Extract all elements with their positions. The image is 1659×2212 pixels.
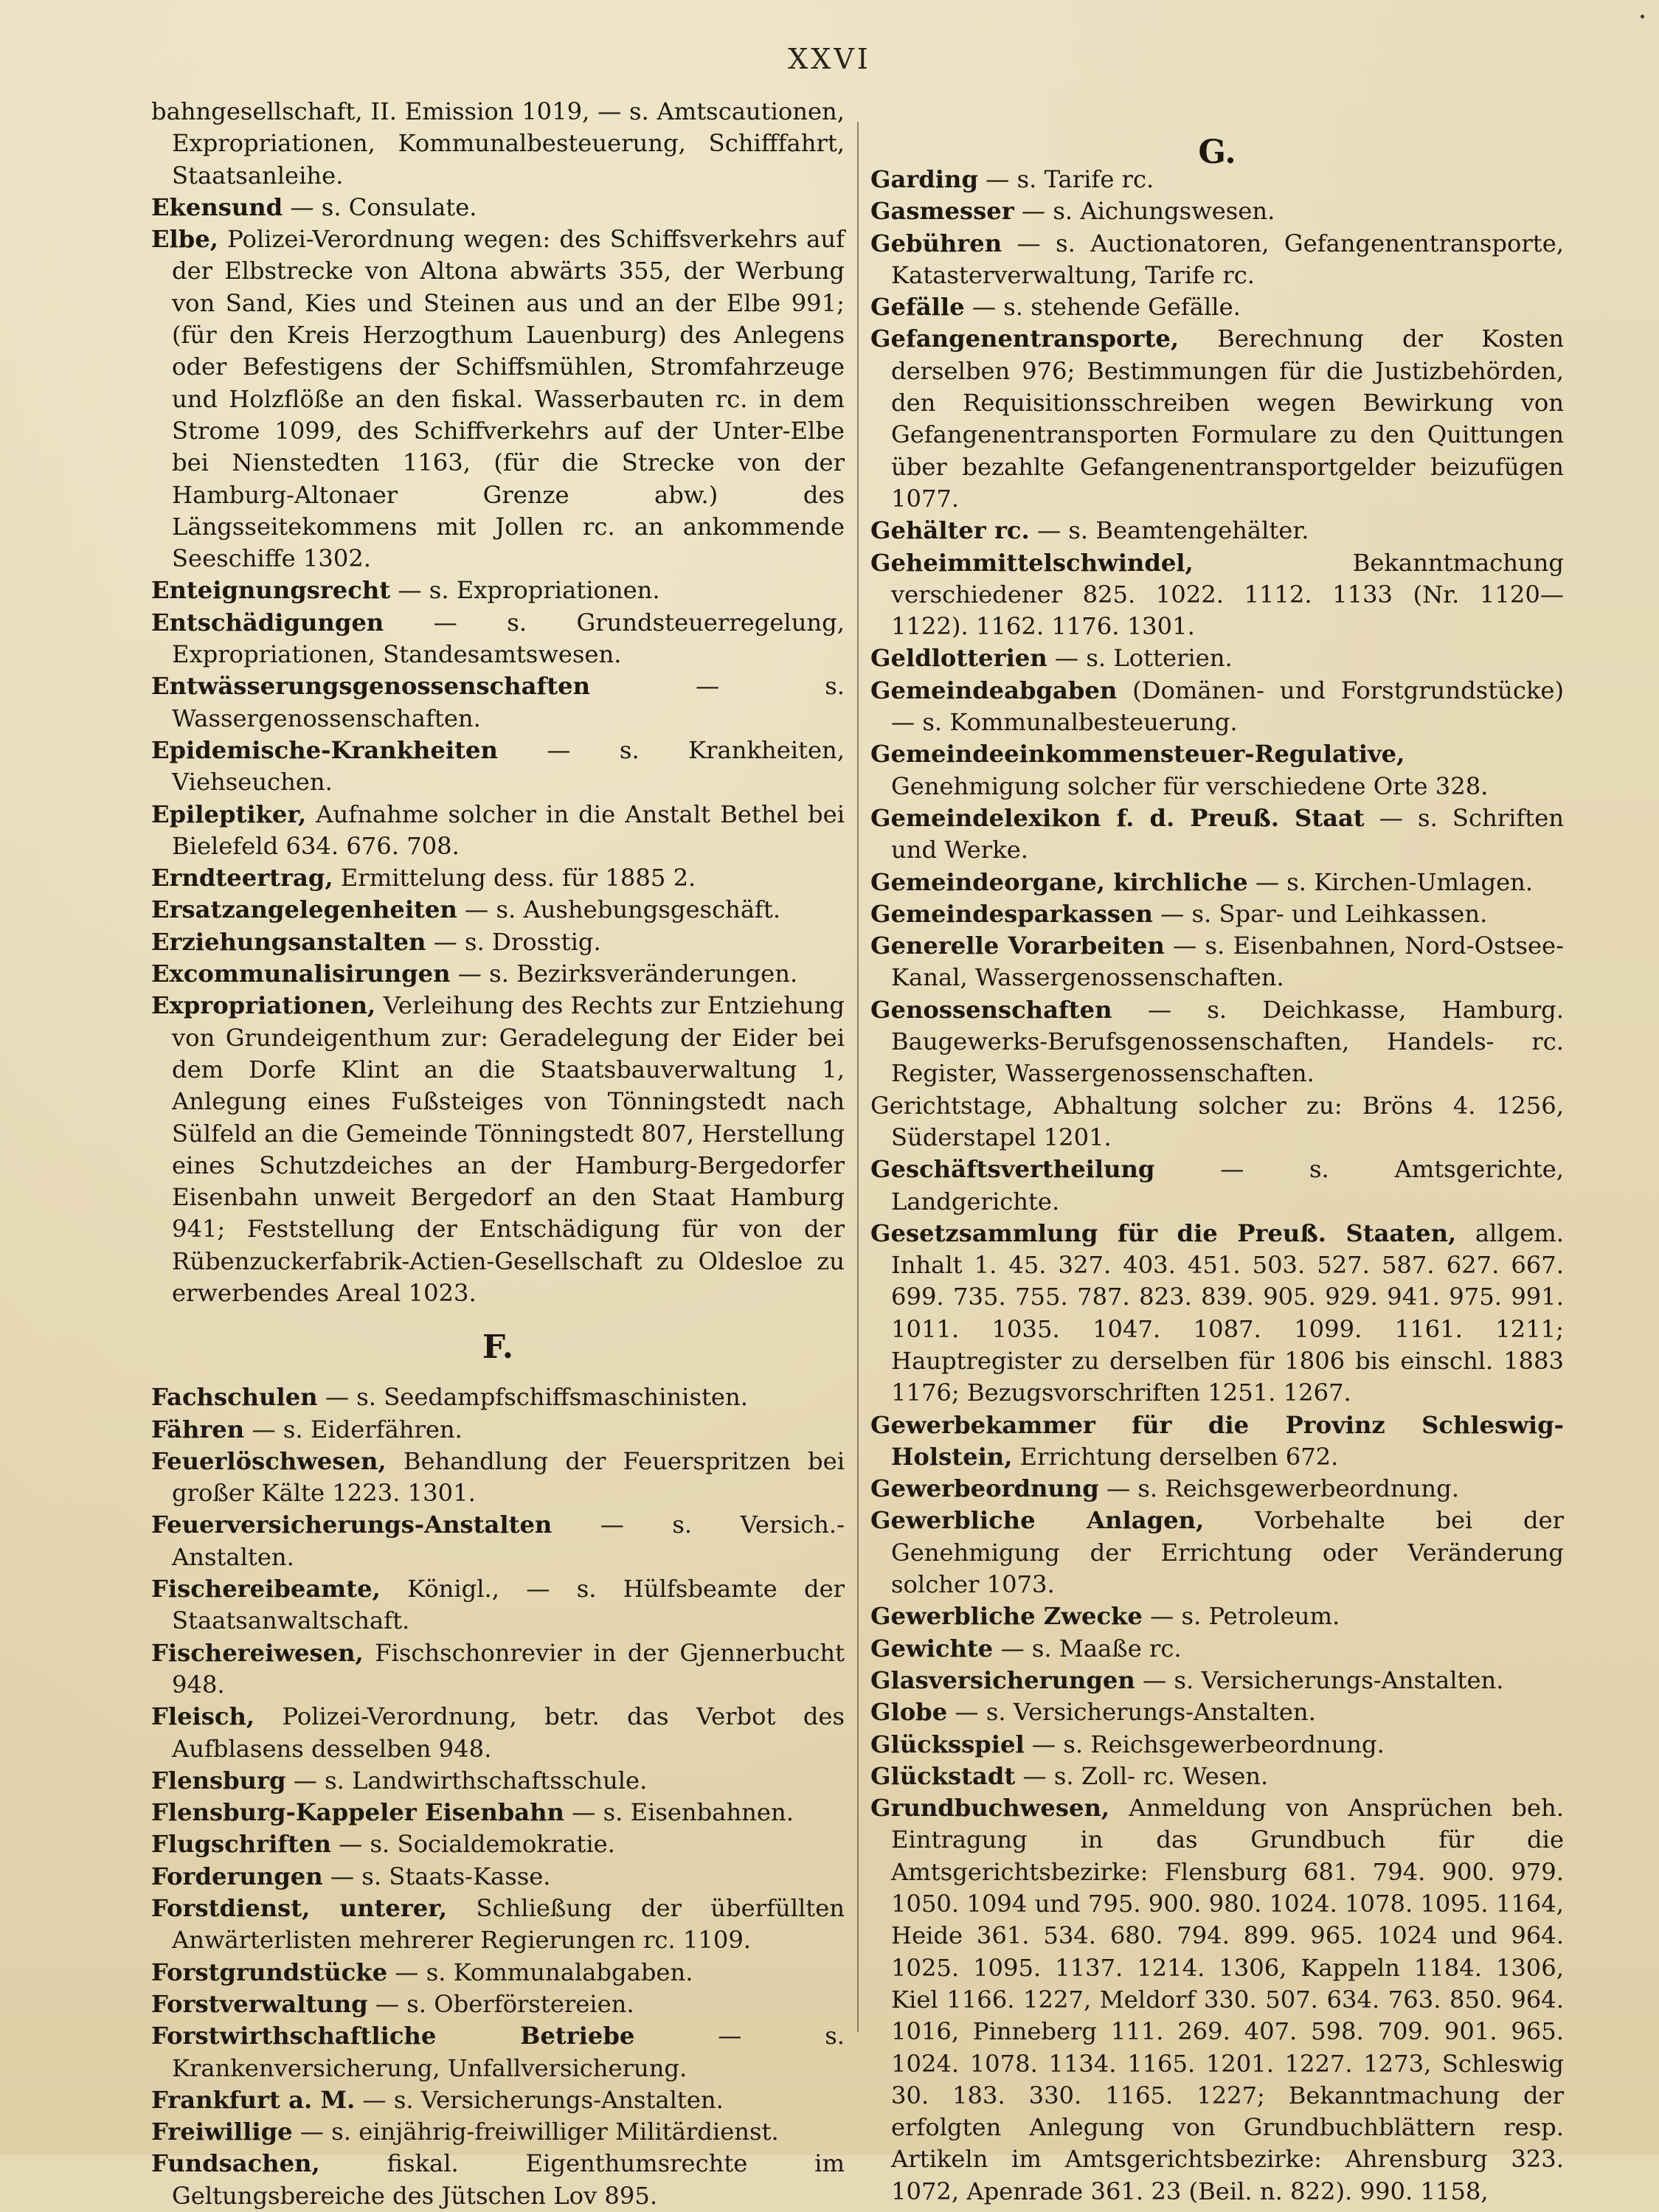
entry-heading: Garding (870, 165, 978, 193)
entry-text: Bekanntmachung verschiedener 825. 1022. 1112. 1133 (Nr. 1120—1122). 1162. 1176. 1301. (891, 548, 1564, 641)
entry-text: — s. Lotterien. (1047, 644, 1233, 673)
entry-text: — s. Deichkasse, Hamburg. Baugewerks-Berufsgenossenschaften, Handels- rc. Register, Wassergenossenschaften. (891, 995, 1564, 1088)
entry-heading: Gesetzsammlung für die Preuß. Staaten, (870, 1218, 1457, 1247)
index-entry (870, 994, 1564, 1090)
entry-text: Berechnung der Kosten derselben 976; Bestimmungen für die Justizbehörden, den Requisitionsschreiben wegen Bewirkung von Gefangenentransporten Formulare zu den Quittungen über bezahlte Gefangenentransportgelder beizufügen 1077. (891, 325, 1564, 513)
entry-heading: Genossenschaften (870, 995, 1112, 1024)
entry-heading: Gehälter rc. (870, 516, 1030, 545)
entry-heading: Excommunalisirungen (151, 960, 451, 988)
entry-text: Verleihung des Rechts zur Entziehung von Grundeigenthum zur: Geradelegung der Eider bei dem Dorfe Klint an die Staatsbauverwaltung 1, Anlegung eines Fußsteiges von Tönningstedt nach Sülfeld an die Gemeinde Tönningstedt 807, Herstellung eines Schutzdeiches an der Hamburg-Bergedorfer Eisenbahn unweit Bergedorf an den Staat Hamburg 941; Feststellung der Entschädigung für von der Rübenzuckerfabrik-Actien-Gesellschaft zu Oldesloe zu erwerbendes Areal 1023. (172, 991, 845, 1307)
index-entry (870, 1410, 1564, 1474)
index-entry (870, 195, 1564, 227)
entry-text: — s. Eisenbahnen, Nord-Ostsee-Kanal, Wassergenossenschaften. (891, 932, 1564, 992)
entry-text: — s. Schriften und Werke. (891, 803, 1565, 864)
entry-text: — s. Kirchen-Umlagen. (1247, 867, 1534, 896)
entry-text: — s. Kommunalabgaben. (387, 1958, 693, 1986)
entry-text: — s. Versicherungs-Anstalten. (355, 2085, 724, 2114)
entry-text: — s. Landwirthschaftsschule. (285, 1766, 648, 1795)
entry-text: Schließung der überfüllten Anwärterlisten mehrerer Regierungen rc. 1109. (172, 1894, 845, 1955)
index-entry (151, 96, 845, 192)
entry-text: Polizei-Verordnung, betr. das Verbot des Aufblasens desselben 948. (172, 1702, 845, 1763)
index-entry (151, 2084, 845, 2116)
entry-text: — s. Eiderfähren. (244, 1415, 463, 1443)
index-entry (151, 1414, 845, 1446)
index-entry (870, 802, 1564, 867)
index-entry (151, 1765, 845, 1797)
entry-heading: Gemeindesparkassen (870, 899, 1153, 928)
entry-text: — s. Tarife rc. (977, 165, 1154, 193)
index-entry (870, 547, 1564, 643)
index-entry (151, 1446, 845, 1510)
entry-text: Behandlung der Feuerspritzen bei großer Kälte 1223. 1301. (172, 1446, 845, 1508)
index-entry (151, 2020, 845, 2084)
entry-heading: Entwässerungsgenossenschaften (151, 672, 591, 701)
index-entry (870, 1154, 1564, 1218)
entry-heading: Generelle Vorarbeiten (870, 932, 1165, 960)
entry-text: — s. Maaße rc. (993, 1634, 1182, 1663)
entry-heading: Epidemische-Krankheiten (151, 735, 498, 764)
index-entry (870, 1665, 1564, 1696)
entry-heading: Ekensund (151, 193, 283, 221)
entry-heading: Gasmesser (870, 197, 1014, 226)
index-entry (151, 862, 845, 894)
entry-heading: Freiwillige (151, 2118, 293, 2146)
index-entry (870, 1090, 1564, 1154)
entry-heading: Erziehungsanstalten (151, 927, 426, 956)
entry-text: — s. Zoll- rc. Wesen. (1015, 1761, 1269, 1790)
index-entry (870, 1761, 1564, 1792)
entry-text: — s. einjährig-freiwilliger Militärdienst. (292, 2118, 779, 2146)
index-entry (151, 1509, 845, 1573)
right-column (870, 164, 1564, 2208)
entry-heading: Frankfurt a. M. (151, 2085, 356, 2114)
entry-heading: Flensburg (151, 1766, 286, 1795)
index-entry (870, 1601, 1564, 1632)
entry-heading: Forstwirthschaftliche Betriebe (151, 2022, 635, 2050)
entry-heading: Glücksspiel (870, 1730, 1025, 1758)
entry-text: — s. Reichsgewerbeordnung. (1024, 1730, 1385, 1758)
entry-text: — s. Staats-Kasse. (322, 1862, 551, 1890)
index-entry (151, 1828, 845, 1860)
entry-text: allgem. Inhalt 1. 45. 327. 403. 451. 503. 527. 587. 627. 667. 699. 735. 755. 787. 823. 839. 905. 929. 941. 975. 991. 1011. 1035. 1047. 1087. 1099. 1161. 1211; Hauptregister zu derselben für 1806 bis einschl. 1883 1176; Bezugsvorschriften 1251. 1267. (891, 1218, 1564, 1407)
index-entry (151, 1701, 845, 1765)
entry-heading: Glasversicherungen (870, 1665, 1135, 1694)
entry-text: — s. Expropriationen. (390, 576, 660, 605)
scan-dot (1641, 15, 1644, 18)
entry-text: — s. Aichungswesen. (1014, 197, 1275, 226)
index-entry (870, 738, 1564, 802)
index-entry (151, 1861, 845, 1893)
index-entry (151, 2116, 845, 2148)
entry-text: — s. Amtsgerichte, Landgerichte. (891, 1155, 1564, 1216)
entry-text: — s. Consulate. (283, 193, 477, 221)
entry-text: Fischschonrevier in der Gjennerbucht 948. (172, 1638, 845, 1699)
entry-heading: Enteignungsrecht (151, 576, 391, 605)
entry-text: Ermittelung dess. für 1885 2. (333, 864, 696, 892)
entry-text: Errichtung derselben 672. (1012, 1442, 1339, 1471)
entry-heading: Geschäftsvertheilung (870, 1155, 1155, 1184)
entry-heading: Fischereiwesen, (151, 1638, 364, 1667)
entry-heading: Gewerbliche Anlagen, (870, 1506, 1205, 1535)
index-entry (151, 2148, 845, 2212)
entry-heading: Globe (870, 1698, 948, 1727)
index-entry (870, 1505, 1564, 1601)
index-entry (870, 323, 1564, 515)
index-entry (151, 1637, 845, 1702)
index-entry (870, 1792, 1564, 2208)
entry-text: — s. Oberförstereien. (367, 1989, 634, 2018)
entry-heading: Gefälle (870, 293, 965, 322)
entry-text: — s. Beamtengehälter. (1029, 516, 1309, 545)
index-entry (870, 1218, 1564, 1410)
index-entry (870, 675, 1564, 739)
entry-text: — s. Krankenversicherung, Unfallversicherung. (172, 2022, 845, 2082)
entry-heading: Gebühren (870, 229, 1002, 257)
entry-heading: Grundbuchwesen, (870, 1794, 1110, 1823)
entry-heading: Forstdienst, unterer, (151, 1894, 448, 1923)
entry-text: — s. Eisenbahnen. (564, 1798, 794, 1827)
left-column (151, 96, 845, 2212)
entry-heading: Fundsachen, (151, 2149, 320, 2178)
entry-text: Vorbehalte bei der Genehmigung der Errichtung oder Veränderung solcher 1073. (891, 1506, 1564, 1599)
index-entry (151, 607, 845, 671)
index-entry (151, 990, 845, 1309)
entry-text: — s. Socialdemokratie. (330, 1830, 615, 1859)
entry-text: — s. Krankheiten, Viehseuchen. (172, 735, 845, 797)
index-entry (870, 1473, 1564, 1505)
entry-heading: Entschädigungen (151, 608, 384, 637)
entry-heading: Feuerlöschwesen, (151, 1446, 387, 1475)
entry-heading: Gefangenentransporte, (870, 325, 1180, 353)
entry-heading: Geheimmittelschwindel, (870, 548, 1194, 577)
entry-heading: Feuerversicherungs-Anstalten (151, 1511, 553, 1539)
entry-text: — s. Drosstig. (426, 927, 601, 956)
entry-text: — s. stehende Gefälle. (964, 293, 1241, 322)
section-letter-f: F. (482, 1328, 514, 1367)
index-entry (870, 1729, 1564, 1761)
column-divider (857, 122, 859, 2032)
index-entry (151, 926, 845, 958)
entry-heading: Geldlotterien (870, 644, 1047, 673)
entry-heading: Fleisch, (151, 1702, 255, 1731)
index-entry (151, 1573, 845, 1637)
index-entry (151, 575, 845, 606)
entry-heading: Forstverwaltung (151, 1989, 368, 2018)
entry-heading: Gewerbekammer für die Provinz Schleswig-Holstein, (870, 1410, 1564, 1471)
index-entry (870, 898, 1564, 930)
entry-text: — s. Versicherungs-Anstalten. (947, 1698, 1316, 1727)
entry-heading: Fachschulen (151, 1383, 318, 1412)
index-entry (151, 223, 845, 575)
entry-text: — s. Auctionatoren, Gefangenentransporte, Katasterverwaltung, Tarife rc. (891, 229, 1564, 289)
entry-heading: Ersatzangelegenheiten (151, 895, 457, 924)
index-entry (151, 958, 845, 990)
index-entry (870, 867, 1564, 898)
entry-text: — s. Versich.-Anstalten. (172, 1511, 845, 1571)
index-entry (151, 1893, 845, 1957)
index-entry (151, 1381, 845, 1413)
entry-heading: Gewichte (870, 1634, 994, 1663)
entry-heading: Erndteertrag, (151, 864, 333, 892)
entry-text: — s. Reichsgewerbeordnung. (1098, 1474, 1459, 1503)
entry-heading: Elbe, (151, 225, 218, 254)
entry-heading: Gemeindeabgaben (870, 676, 1118, 704)
entry-heading: Gemeindelexikon f. d. Preuß. Staat (870, 803, 1365, 832)
index-entry (870, 1633, 1564, 1665)
index-entry (870, 228, 1564, 292)
entry-heading: Gewerbliche Zwecke (870, 1602, 1143, 1631)
index-entry (151, 894, 845, 926)
entry-text: fiskal. Eigenthumsrechte im Geltungsbereiche des Jütschen Lov 895. (172, 2149, 845, 2210)
index-entry (151, 1797, 845, 1828)
entry-text: — s. Grundsteuerregelung, Expropriationen, Standesamtswesen. (172, 608, 845, 669)
entry-heading: Gemeindeorgane, kirchliche (870, 867, 1248, 896)
entry-text: Polizei-Verordnung wegen: des Schiffsverkehrs auf der Elbstrecke von Altona abwärts 355, der Werbung von Sand, Kies und Steinen aus und an der Elbe 991; (für den Kreis Herzogthum Lauenburg) des Anlegens oder Befestigens der Schiffsmühlen, Stromfahrzeuge und Holzflöße an den fiskal. Wasserbauten rc. in dem Strome 1099, des Schiffverkehrs auf der Unter-Elbe bei Nienstedten 1163, (für die Strecke von der Hamburg-Altonaer Grenze abw.) des Längsseitekommens mit Jollen rc. an ankommende Seeschiffe 1302. (172, 225, 845, 573)
entry-text: Gerichtstage, Abhaltung solcher zu: Bröns 4. 1256, Süderstapel 1201. (870, 1091, 1564, 1151)
entry-text: — s. Wassergenossenschaften. (172, 672, 845, 732)
entry-heading: Fähren (151, 1415, 245, 1443)
entry-heading: Gemeindeeinkommensteuer-Regulative, (870, 740, 1405, 769)
index-entry (870, 642, 1564, 674)
entry-heading: Gewerbeordnung (870, 1474, 1099, 1503)
entry-heading: Flensburg-Kappeler Eisenbahn (151, 1798, 564, 1827)
entry-text: — s. Versicherungs-Anstalten. (1135, 1665, 1504, 1694)
entry-text: — s. Spar- und Leihkassen. (1152, 899, 1488, 928)
entry-text: — s. Bezirksveränderungen. (450, 960, 798, 988)
entry-text: Aufnahme solcher in die Anstalt Bethel bei Bielefeld 634. 676. 708. (172, 800, 845, 860)
page-number: XXVI (788, 43, 871, 75)
entry-text: Königl., — s. Hülfsbeamte der Staatsanwaltschaft. (172, 1575, 845, 1635)
index-entry (151, 799, 845, 863)
entry-heading: Fischereibeamte, (151, 1575, 381, 1603)
section-letter-g: G. (1198, 134, 1236, 171)
entry-text: — s. Petroleum. (1142, 1602, 1340, 1631)
entry-heading: Forderungen (151, 1862, 323, 1890)
index-entry (151, 670, 845, 735)
index-entry (870, 1696, 1564, 1728)
index-entry (870, 291, 1564, 323)
entry-text: Anmeldung von Ansprüchen beh. Eintragung in das Grundbuch für die Amtsgerichtsbezirke: Flensburg 681. 794. 900. 979. 1050. 1094 und 795. 900. 980. 1024. 1078. 1095. 1164, Heide 361. 534. 680. 794. 899. 965. 1024 und 964. 1025. 1095. 1137. 1214. 1306, Kappeln 1184. 1306, Kiel 1166. 1227, Meldorf 330. 507. 634. 763. 850. 964. 1016, Pinneberg 111. 269. 407. 598. 709. 901. 965. 1024. 1078. 1134. 1165. 1201. 1227. 1273, Schleswig 30. 183. 330. 1165. 1227; Bekanntmachung der erfolgten Anlegung von Grundbuchblättern resp. Artikeln im Amtsgerichtsbezirke: Ahrensburg 323. 1072, Apenrade 361. 23 (Beil. n. 822). 990. 1158, (891, 1794, 1564, 2205)
entry-text: — s. Seedampfschiffsmaschinisten. (317, 1383, 748, 1412)
entry-heading: Flugschriften (151, 1830, 331, 1859)
entry-heading: Glückstadt (870, 1761, 1016, 1790)
index-entry (151, 192, 845, 223)
entry-heading: Expropriationen, (151, 991, 376, 1020)
index-entry (151, 1957, 845, 1989)
index-entry (151, 735, 845, 799)
index-entry (870, 930, 1564, 994)
entry-text: — s. Aushebungsgeschäft. (457, 895, 781, 924)
index-entry (870, 515, 1564, 547)
index-entry (151, 1989, 845, 2020)
entry-heading: Epileptiker, (151, 800, 307, 828)
index-entry (870, 164, 1564, 195)
entry-heading: Forstgrundstücke (151, 1958, 388, 1986)
entry-text: (Domänen- und Forstgrundstücke) — s. Kommunalbesteuerung. (891, 676, 1564, 737)
entry-text: bahngesellschaft, II. Emission 1019, — s. Amtscautionen, Expropriationen, Kommunalbesteuerung, Schifffahrt, Staatsanleihe. (151, 97, 845, 190)
entry-text: Genehmigung solcher für verschiedene Orte 328. (891, 772, 1489, 800)
